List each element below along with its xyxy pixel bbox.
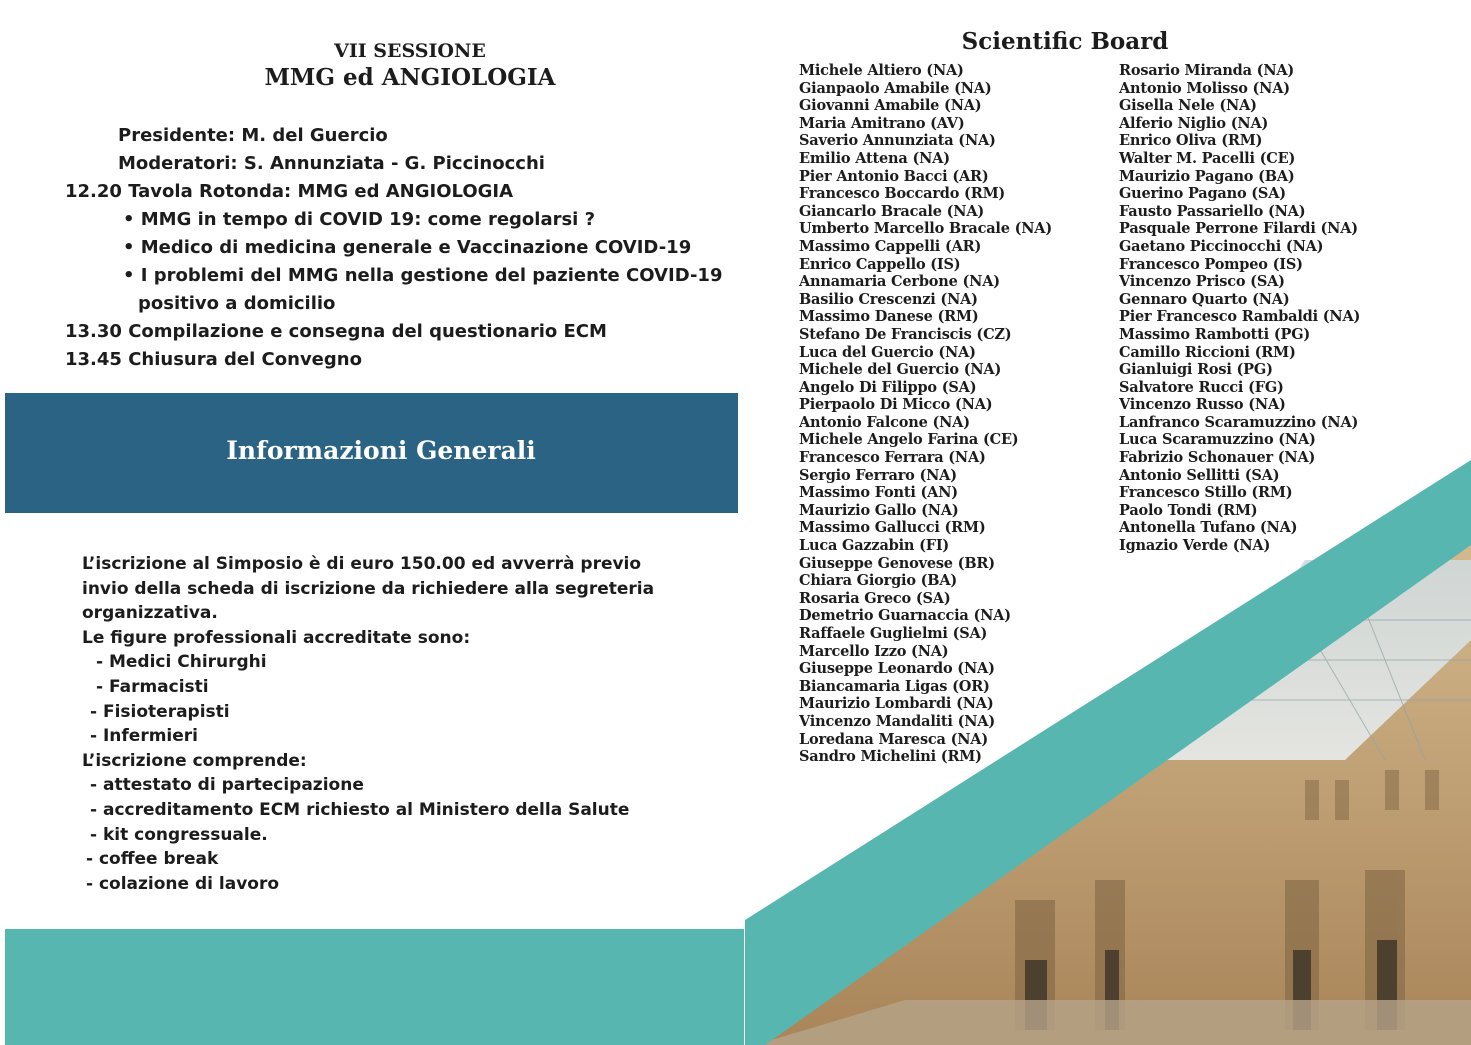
info-line: - accreditamento ECM richiesto al Ministero della Salute xyxy=(90,799,630,820)
board-member: Antonella Tufano (NA) xyxy=(1119,519,1298,537)
board-member: Luca del Guercio (NA) xyxy=(799,343,976,361)
board-member: Umberto Marcello Bracale (NA) xyxy=(799,220,1053,238)
board-member: Stefano De Franciscis (CZ) xyxy=(799,325,1012,343)
board-member: Giuseppe Genovese (BR) xyxy=(799,554,995,572)
board-member: Paolo Tondi (RM) xyxy=(1119,501,1258,519)
board-member: Michele Angelo Farina (CE) xyxy=(799,431,1019,449)
info-line: organizzativa. xyxy=(82,603,218,624)
board-member: Massimo Fonti (AN) xyxy=(799,484,958,502)
board-member: Giuseppe Leonardo (NA) xyxy=(799,660,995,678)
program-topic-3-cont: positivo a domicilio xyxy=(138,293,336,314)
board-member: Maurizio Gallo (NA) xyxy=(799,501,959,519)
board-member: Francesco Stillo (RM) xyxy=(1119,484,1293,502)
board-member: Salvatore Rucci (FG) xyxy=(1119,378,1284,396)
board-member: Pier Antonio Bacci (AR) xyxy=(799,167,989,185)
board-member: Francesco Pompeo (IS) xyxy=(1119,255,1303,273)
program-moderators: Moderatori: S. Annunziata - G. Piccinocchi xyxy=(118,153,545,174)
board-member: Enrico Cappello (IS) xyxy=(799,255,961,273)
info-line: - coffee break xyxy=(86,849,219,870)
board-member: Fabrizio Schonauer (NA) xyxy=(1119,449,1316,467)
board-member: Annamaria Cerbone (NA) xyxy=(799,273,1000,291)
board-member: Enrico Oliva (RM) xyxy=(1119,132,1263,150)
board-member: Antonio Molisso (NA) xyxy=(1119,79,1290,97)
program-round-table: 12.20 Tavola Rotonda: MMG ed ANGIOLOGIA xyxy=(65,181,514,202)
board-member: Michele Altiero (NA) xyxy=(799,62,964,79)
board-member: Gisella Nele (NA) xyxy=(1119,97,1257,115)
board-member: Sandro Michelini (RM) xyxy=(799,748,982,766)
board-member: Lanfranco Scaramuzzino (NA) xyxy=(1119,413,1359,431)
info-line: - Fisioterapisti xyxy=(90,701,230,722)
board-member: Chiara Giorgio (BA) xyxy=(799,572,958,590)
board-member: Sergio Ferraro (NA) xyxy=(799,466,957,484)
board-member: Maurizio Lombardi (NA) xyxy=(799,695,994,713)
board-member: Massimo Rambotti (PG) xyxy=(1119,325,1311,343)
board-member: Gaetano Piccinocchi (NA) xyxy=(1119,237,1324,255)
board-member: Gianpaolo Amabile (NA) xyxy=(799,79,992,97)
board-member: Rosaria Greco (SA) xyxy=(799,589,951,607)
info-line: - Infermieri xyxy=(90,726,198,747)
board-member: Guerino Pagano (SA) xyxy=(1119,185,1286,203)
board-member: Pierpaolo Di Micco (NA) xyxy=(799,396,993,414)
info-line: - attestato di partecipazione xyxy=(90,775,364,796)
board-member: Massimo Danese (RM) xyxy=(799,308,979,326)
board-member: Pasquale Perrone Filardi (NA) xyxy=(1119,220,1358,238)
board-member: Rosario Miranda (NA) xyxy=(1119,62,1295,79)
board-title: Scientific Board xyxy=(961,28,1169,55)
info-line: L’iscrizione comprende: xyxy=(82,750,307,771)
board-member: Francesco Boccardo (RM) xyxy=(799,185,1006,203)
info-line: invio della scheda di iscrizione da richiedere alla segreteria xyxy=(82,578,655,599)
program-topic-1: • MMG in tempo di COVID 19: come regolarsi ? xyxy=(123,209,596,230)
program-topic-2: • Medico di medicina generale e Vaccinazione COVID-19 xyxy=(123,237,692,258)
board-member: Francesco Ferrara (NA) xyxy=(799,449,986,467)
board-member: Ignazio Verde (NA) xyxy=(1119,537,1271,555)
board-column-left xyxy=(799,62,1052,766)
info-line: - Medici Chirurghi xyxy=(96,652,267,673)
session-title: MMG ed ANGIOLOGIA xyxy=(264,64,556,91)
board-member: Vincenzo Prisco (SA) xyxy=(1119,273,1285,291)
board-member: Basilio Crescenzi (NA) xyxy=(799,290,978,308)
board-member: Loredana Maresca (NA) xyxy=(799,730,989,748)
board-member: Alferio Niglio (NA) xyxy=(1119,114,1269,132)
info-line: L’iscrizione al Simposio è di euro 150.00 ed avverrà previo xyxy=(82,554,642,574)
board-column-right xyxy=(1119,62,1360,555)
info-line: - Farmacisti xyxy=(96,676,209,697)
board-member: Fausto Passariello (NA) xyxy=(1119,202,1306,220)
board-member: Marcello Izzo (NA) xyxy=(799,642,949,660)
board-member: Demetrio Guarnaccia (NA) xyxy=(799,607,1011,625)
board-member: Luca Gazzabin (FI) xyxy=(799,537,950,555)
info-title: Informazioni Generali xyxy=(226,436,536,465)
info-line: - kit congressuale. xyxy=(90,824,268,845)
board-member: Vincenzo Mandaliti (NA) xyxy=(799,712,996,730)
board-member: Giancarlo Bracale (NA) xyxy=(799,202,985,220)
board-member: Angelo Di Filippo (SA) xyxy=(799,378,977,396)
board-member: Raffaele Guglielmi (SA) xyxy=(799,625,988,642)
info-line: Le figure professionali accreditate sono: xyxy=(82,627,471,648)
board-member: Maurizio Pagano (BA) xyxy=(1119,167,1295,185)
footer-teal-band xyxy=(5,929,744,1045)
info-line: - colazione di lavoro xyxy=(86,873,280,894)
board-member: Biancamaria Ligas (OR) xyxy=(799,677,990,695)
program-ecm: 13.30 Compilazione e consegna del questionario ECM xyxy=(65,321,607,342)
board-member: Saverio Annunziata (NA) xyxy=(799,132,996,150)
board-member: Antonio Sellitti (SA) xyxy=(1119,466,1280,484)
session-label: VII SESSIONE xyxy=(334,40,486,62)
board-member: Pier Francesco Rambaldi (NA) xyxy=(1119,308,1361,326)
program-closing: 13.45 Chiusura del Convegno xyxy=(65,349,362,370)
board-member: Gennaro Quarto (NA) xyxy=(1119,290,1290,308)
board-member: Emilio Attena (NA) xyxy=(799,149,950,167)
board-member: Vincenzo Russo (NA) xyxy=(1119,396,1286,414)
board-member: Walter M. Pacelli (CE) xyxy=(1119,149,1296,167)
board-member: Massimo Gallucci (RM) xyxy=(799,519,986,537)
board-member: Gianluigi Rosi (PG) xyxy=(1119,361,1273,379)
board-member: Giovanni Amabile (NA) xyxy=(799,97,982,115)
board-member: Luca Scaramuzzino (NA) xyxy=(1119,431,1316,449)
program-topic-3: • I problemi del MMG nella gestione del paziente COVID-19 xyxy=(123,265,723,286)
board-member: Massimo Cappelli (AR) xyxy=(799,237,982,255)
board-member: Camillo Riccioni (RM) xyxy=(1119,343,1296,361)
program-president: Presidente: M. del Guercio xyxy=(118,125,388,146)
board-member: Maria Amitrano (AV) xyxy=(799,114,965,132)
board-member: Michele del Guercio (NA) xyxy=(799,361,1002,379)
board-member: Antonio Falcone (NA) xyxy=(799,413,970,431)
info-text xyxy=(82,552,654,896)
